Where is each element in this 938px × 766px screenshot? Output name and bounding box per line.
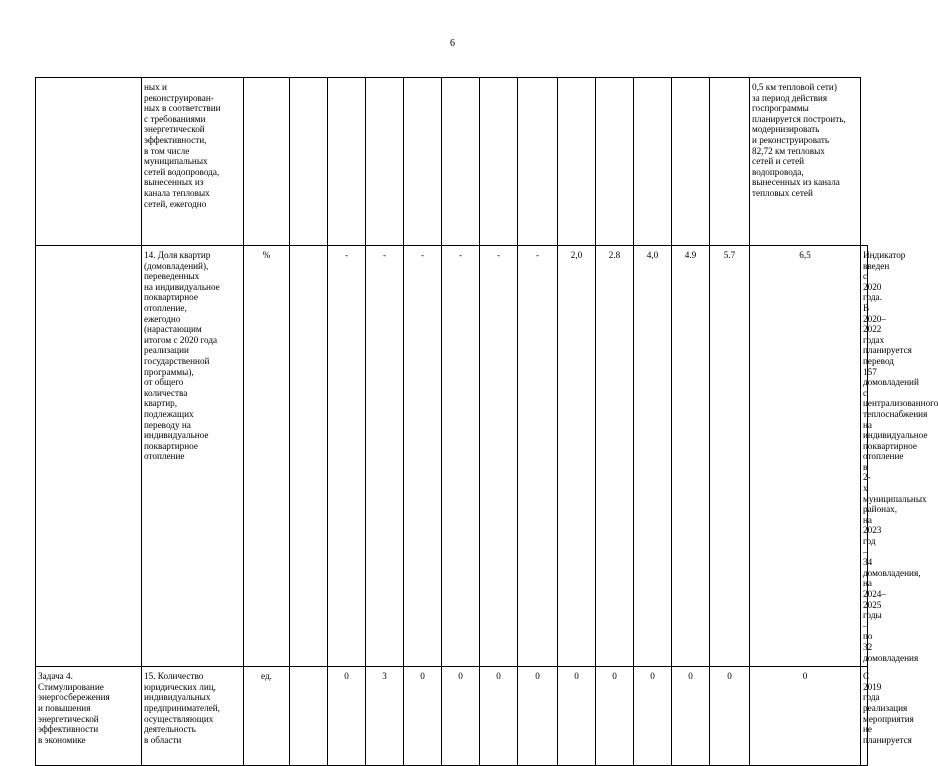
value-cell: [290, 78, 328, 246]
value-cell: 0: [328, 667, 366, 766]
value-cell: 0: [750, 667, 861, 766]
unit-cell: %: [244, 246, 290, 667]
value-cell: -: [366, 246, 404, 667]
value-cell: 0: [518, 667, 558, 766]
value-cell: 0: [596, 667, 634, 766]
indicator-cell: ных и реконструирован- ных в соответствии с требованиями энергетической эффективности, в том числе муниципальных сетей водопровода, вынесенных из канала тепловых сетей, ежегодно: [142, 78, 244, 246]
value-cell: 0: [634, 667, 672, 766]
note-cell: 0,5 км тепловой сети) за период действия госпрограммы планируется построить, модернизировать и реконструировать 82,72 км тепловых сетей и сетей водопровода, вынесенных из канала тепловых сетей: [750, 78, 861, 246]
value-cell: -: [518, 246, 558, 667]
value-cell: 4,0: [634, 246, 672, 667]
table-row: [36, 78, 868, 246]
value-cell: [710, 78, 750, 246]
page-number: 6: [450, 38, 455, 49]
value-cell: [366, 78, 404, 246]
value-cell: [518, 78, 558, 246]
value-cell: [596, 78, 634, 246]
value-cell: 0: [442, 667, 480, 766]
value-cell: 4.9: [672, 246, 710, 667]
value-cell: -: [480, 246, 518, 667]
task-cell: [36, 246, 142, 667]
note-cell: Индикатор введен с 2020 года. В 2020–2022 годах планируется перевод 157 домовладений с централизованного теплоснабжения на индивидуальное поквартирное отопление в 2-х муниципальных районах, на 2023 год – 34 домовладения, на 2024–2025 годы – по 32 домовладения: [861, 246, 868, 667]
value-cell: 0: [558, 667, 596, 766]
value-cell: 5.7: [710, 246, 750, 667]
value-cell: 6,5: [750, 246, 861, 667]
value-cell: 0: [672, 667, 710, 766]
value-cell: [290, 246, 328, 667]
value-cell: [634, 78, 672, 246]
value-cell: [290, 667, 328, 766]
unit-cell: ед.: [244, 667, 290, 766]
table-row: [36, 246, 868, 667]
value-cell: [672, 78, 710, 246]
value-cell: -: [404, 246, 442, 667]
value-cell: [442, 78, 480, 246]
value-cell: 0: [404, 667, 442, 766]
unit-cell: [244, 78, 290, 246]
indicator-cell: 15. Количество юридических лиц, индивидуальных предпринимателей, осуществляющих деятельность в области: [142, 667, 244, 766]
value-cell: 3: [366, 667, 404, 766]
indicators-table: [35, 77, 938, 766]
value-cell: [328, 78, 366, 246]
value-cell: 0: [710, 667, 750, 766]
value-cell: [404, 78, 442, 246]
task-cell: Задача 4. Стимулирование энергосбережения и повышения энергетической эффективности в экономике: [36, 667, 142, 766]
indicator-cell: 14. Доля квартир (домовладений), переведенных на индивидуальное поквартирное отопление, ежегодно (нарастающим итогом с 2020 года реализации государственной программы), от общего количества квартир, подлежащих переводу на индивидуальное поквартирное отопление: [142, 246, 244, 667]
note-cell: С 2019 года реализация мероприятия не планируется: [861, 667, 868, 766]
task-cell: [36, 78, 142, 246]
value-cell: 0: [480, 667, 518, 766]
value-cell: -: [442, 246, 480, 667]
value-cell: [558, 78, 596, 246]
value-cell: 2,0: [558, 246, 596, 667]
value-cell: 2.8: [596, 246, 634, 667]
table-row: [36, 667, 868, 766]
value-cell: [480, 78, 518, 246]
value-cell: -: [328, 246, 366, 667]
